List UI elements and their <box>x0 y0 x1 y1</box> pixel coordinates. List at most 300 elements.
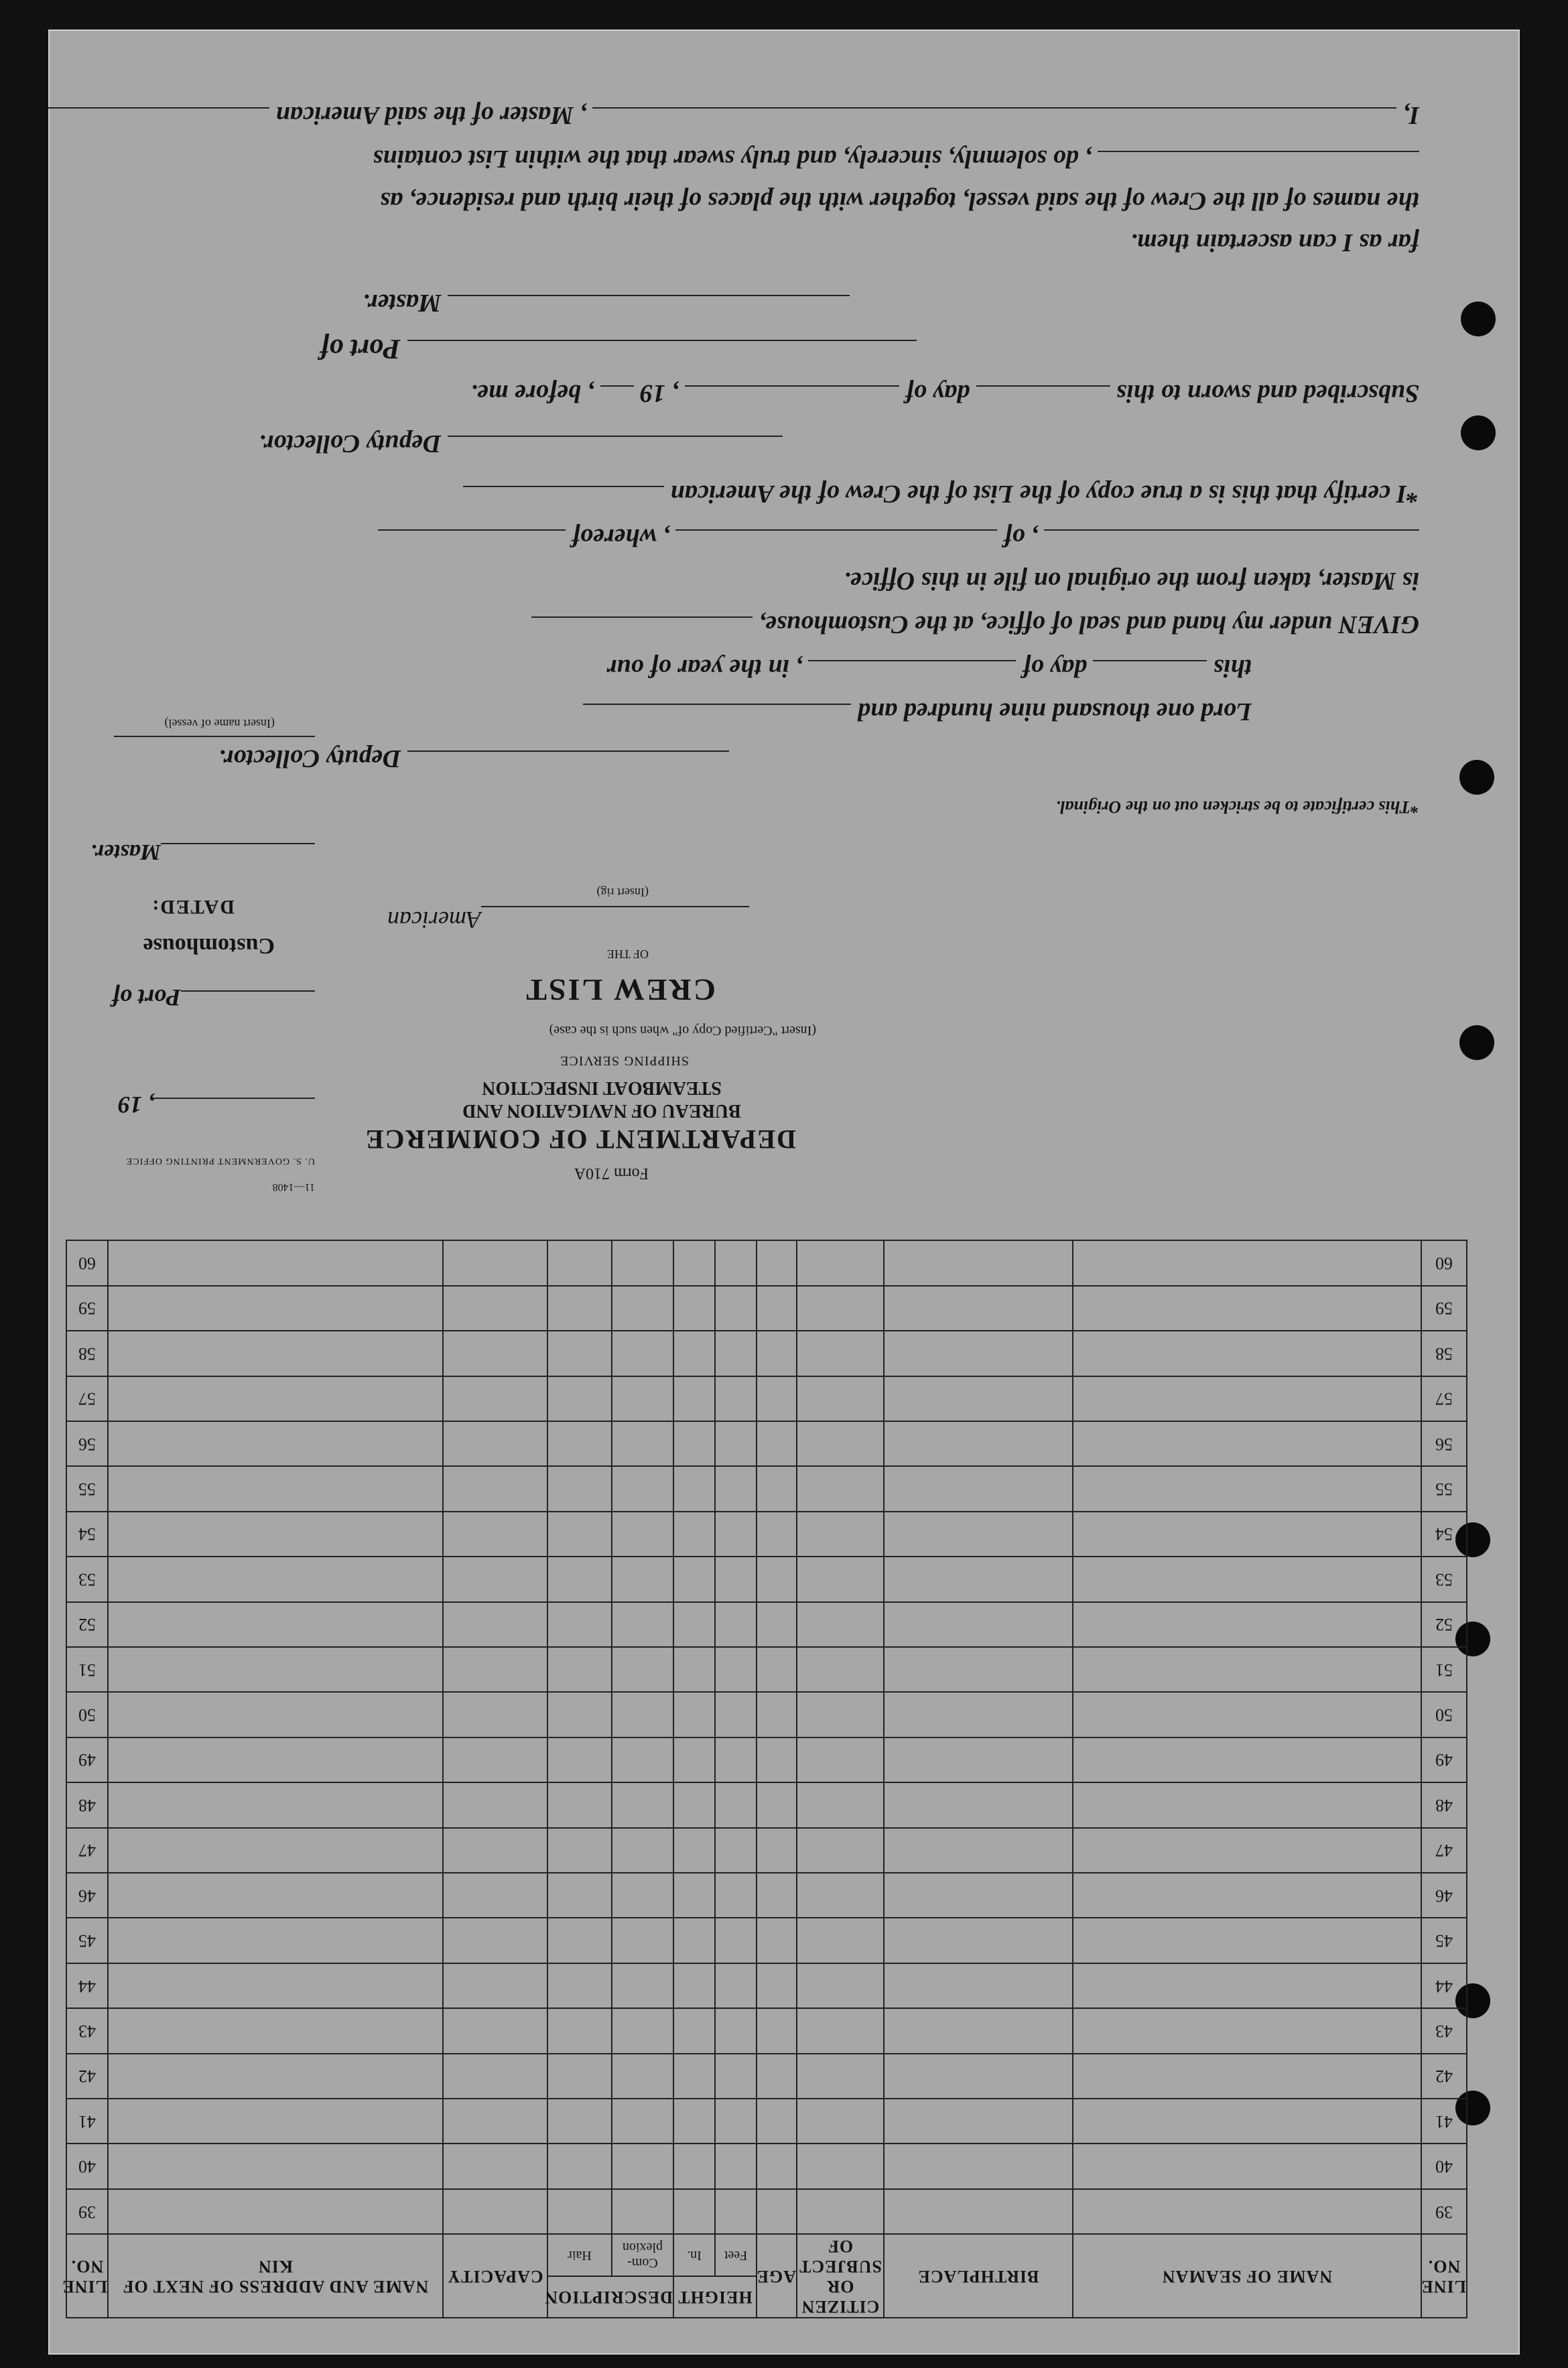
table-cell[interactable] <box>108 1782 443 1827</box>
table-cell[interactable] <box>612 1466 673 1511</box>
row-number-text: 50 <box>1435 1705 1453 1725</box>
print-code: 11—1408 <box>272 1181 315 1193</box>
table-cell[interactable] <box>673 2008 715 2053</box>
table-cell[interactable] <box>757 2008 797 2053</box>
table-cell[interactable] <box>547 1421 612 1466</box>
age-header-text: AGE <box>756 2266 796 2286</box>
table-cell[interactable] <box>443 1331 547 1376</box>
table-cell[interactable] <box>547 2189 612 2234</box>
row-number-text: 47 <box>1435 1841 1453 1861</box>
table-cell[interactable] <box>443 1376 547 1421</box>
table-cell[interactable] <box>884 2099 1073 2144</box>
table-cell[interactable] <box>673 2099 715 2144</box>
table-cell[interactable] <box>715 2054 757 2099</box>
table-cell[interactable] <box>884 1466 1073 1511</box>
table-cell[interactable] <box>884 2144 1073 2188</box>
table-cell[interactable] <box>757 1602 797 1647</box>
row-number <box>1421 1782 1467 1827</box>
table-cell[interactable] <box>612 1963 673 2008</box>
table-cell[interactable] <box>547 1512 612 1557</box>
table-cell[interactable] <box>108 2099 443 2144</box>
table-cell[interactable] <box>443 1918 547 1963</box>
port-of-label: Port of <box>320 333 401 364</box>
table-cell[interactable] <box>443 2054 547 2099</box>
bureau-title: BUREAU OF NAVIGATION AND STEAMBOAT INSPECTION <box>462 1077 741 1121</box>
table-cell[interactable] <box>612 1376 673 1421</box>
table-cell[interactable] <box>884 1782 1073 1827</box>
table-cell[interactable] <box>673 2144 715 2188</box>
table-cell[interactable] <box>673 1828 715 1873</box>
table-cell[interactable] <box>108 1692 443 1737</box>
table-cell[interactable] <box>673 1737 715 1782</box>
table-cell[interactable] <box>884 1376 1073 1421</box>
table-cell[interactable] <box>1073 1873 1421 1918</box>
table-cell[interactable] <box>797 1286 884 1331</box>
table-cell[interactable] <box>1073 2099 1421 2144</box>
table-cell[interactable] <box>612 1421 673 1466</box>
table-cell[interactable] <box>797 1512 884 1557</box>
table-cell[interactable] <box>673 1602 715 1647</box>
table-cell[interactable] <box>797 2099 884 2144</box>
table-cell[interactable] <box>715 1286 757 1331</box>
table-cell[interactable] <box>715 2099 757 2144</box>
table-cell[interactable] <box>443 1737 547 1782</box>
table-cell[interactable] <box>547 2099 612 2144</box>
table-cell[interactable] <box>884 1421 1073 1466</box>
table-cell[interactable] <box>612 1647 673 1692</box>
table-cell[interactable] <box>715 1376 757 1421</box>
table-cell[interactable] <box>715 1647 757 1692</box>
row-number-text: 39 <box>78 2202 96 2222</box>
table-cell[interactable] <box>443 2144 547 2188</box>
table-cell[interactable] <box>715 2189 757 2234</box>
table-cell[interactable] <box>443 1240 547 1286</box>
table-cell[interactable] <box>757 1286 797 1331</box>
table-cell[interactable] <box>673 1331 715 1376</box>
table-cell[interactable] <box>108 1873 443 1918</box>
table-cell[interactable] <box>757 1331 797 1376</box>
row-number-text: 51 <box>1435 1660 1453 1680</box>
table-cell[interactable] <box>884 1240 1073 1286</box>
line-no-right-header <box>62 2234 108 2318</box>
row-number <box>1421 1647 1467 1692</box>
table-cell[interactable] <box>1073 1782 1421 1827</box>
table-cell[interactable] <box>443 1466 547 1511</box>
table-cell[interactable] <box>884 1286 1073 1331</box>
table-cell[interactable] <box>547 1466 612 1511</box>
table-cell[interactable] <box>547 1331 612 1376</box>
row-number-right <box>66 1647 108 1692</box>
table-cell[interactable] <box>757 1512 797 1557</box>
table-cell[interactable] <box>797 1782 884 1827</box>
cover-left-column <box>90 80 315 1220</box>
table-cell[interactable] <box>715 1873 757 1918</box>
row-number-text: 59 <box>78 1299 96 1319</box>
table-cell[interactable] <box>443 1286 547 1331</box>
table-cell[interactable] <box>612 1828 673 1873</box>
crew-table-wrapper <box>62 1240 1467 2318</box>
table-cell[interactable] <box>547 1286 612 1331</box>
table-cell[interactable] <box>1073 1376 1421 1421</box>
table-cell[interactable] <box>443 1692 547 1737</box>
height-header-text: HEIGHT <box>677 2287 753 2307</box>
table-cell[interactable] <box>612 2008 673 2053</box>
row-number-right <box>66 1873 108 1918</box>
row-number-text: 42 <box>1435 2066 1453 2087</box>
table-row <box>66 1557 1467 1601</box>
table-cell[interactable] <box>715 1602 757 1647</box>
crew-table <box>62 1240 1467 2318</box>
table-cell[interactable] <box>797 1466 884 1511</box>
table-cell[interactable] <box>443 1647 547 1692</box>
table-cell[interactable] <box>673 1692 715 1737</box>
table-cell[interactable] <box>547 1602 612 1647</box>
table-cell[interactable] <box>443 1828 547 1873</box>
table-row <box>66 1240 1467 1286</box>
table-cell[interactable] <box>757 2054 797 2099</box>
table-row <box>66 1286 1467 1331</box>
table-cell[interactable] <box>757 1557 797 1601</box>
table-cell[interactable] <box>797 1240 884 1286</box>
shipping-service: SHIPPING SERVICE <box>560 1053 689 1068</box>
table-cell[interactable] <box>715 1557 757 1601</box>
table-cell[interactable] <box>612 1512 673 1557</box>
table-cell[interactable] <box>673 1286 715 1331</box>
table-cell[interactable] <box>673 2189 715 2234</box>
american-label: American <box>387 907 481 933</box>
table-cell[interactable] <box>884 1557 1073 1601</box>
table-cell[interactable] <box>673 2054 715 2099</box>
table-cell[interactable] <box>884 1692 1073 1737</box>
of-the-label: OF THE <box>606 947 649 961</box>
capacity-header-text: CAPACITY <box>447 2266 543 2286</box>
description-header <box>544 2276 673 2318</box>
table-cell[interactable] <box>797 2008 884 2053</box>
table-cell[interactable] <box>715 1782 757 1827</box>
master-name-blank <box>592 107 1396 109</box>
table-cell[interactable] <box>108 1466 443 1511</box>
row-number-right <box>66 1512 108 1557</box>
table-cell[interactable] <box>757 1737 797 1782</box>
rig-note: (Insert rig) <box>596 886 649 899</box>
table-cell[interactable] <box>715 1737 757 1782</box>
table-cell[interactable] <box>547 1918 612 1963</box>
table-cell[interactable] <box>612 1873 673 1918</box>
table-cell[interactable] <box>1073 1240 1421 1286</box>
table-cell[interactable] <box>443 2099 547 2144</box>
form-number: Form 710A <box>574 1165 649 1182</box>
table-row <box>66 1828 1467 1873</box>
table-cell[interactable] <box>1073 1557 1421 1601</box>
table-cell[interactable] <box>884 2008 1073 2053</box>
table-cell[interactable] <box>443 1557 547 1601</box>
table-cell[interactable] <box>547 2008 612 2053</box>
table-cell[interactable] <box>1073 2144 1421 2188</box>
complexion-header <box>612 2234 673 2276</box>
table-cell[interactable] <box>757 1466 797 1511</box>
table-cell[interactable] <box>443 1512 547 1557</box>
table-cell[interactable] <box>443 1421 547 1466</box>
table-cell[interactable] <box>108 2189 443 2234</box>
table-cell[interactable] <box>797 1828 884 1873</box>
table-cell[interactable] <box>884 1873 1073 1918</box>
row-number-text: 56 <box>78 1434 96 1454</box>
row-number-text: 59 <box>1435 1299 1453 1319</box>
table-row <box>66 1692 1467 1737</box>
table-cell[interactable] <box>673 1782 715 1827</box>
table-cell[interactable] <box>884 2189 1073 2234</box>
table-cell[interactable] <box>673 1421 715 1466</box>
table-cell[interactable] <box>612 1331 673 1376</box>
table-cell[interactable] <box>547 2054 612 2099</box>
table-cell[interactable] <box>757 1376 797 1421</box>
table-cell[interactable] <box>612 1918 673 1963</box>
row-number-text: 41 <box>1435 2111 1453 2131</box>
next-of-kin-header <box>108 2234 443 2318</box>
table-cell[interactable] <box>797 1873 884 1918</box>
table-cell[interactable] <box>108 1512 443 1557</box>
table-cell[interactable] <box>547 1873 612 1918</box>
row-number-text: 50 <box>78 1705 96 1725</box>
table-cell[interactable] <box>547 1376 612 1421</box>
table-cell[interactable] <box>612 2189 673 2234</box>
table-cell[interactable] <box>884 1512 1073 1557</box>
complexion-header-text: Com- plexion <box>622 2240 663 2271</box>
table-cell[interactable] <box>797 1647 884 1692</box>
table-cell[interactable] <box>1073 1647 1421 1692</box>
table-cell[interactable] <box>797 1331 884 1376</box>
table-cell[interactable] <box>108 1557 443 1601</box>
table-cell[interactable] <box>547 1782 612 1827</box>
table-cell[interactable] <box>547 2144 612 2188</box>
table-cell[interactable] <box>673 1557 715 1601</box>
table-cell[interactable] <box>1073 2054 1421 2099</box>
table-cell[interactable] <box>1073 1602 1421 1647</box>
printer-label: U. S. GOVERNMENT PRINTING OFFICE <box>125 1156 315 1166</box>
table-cell[interactable] <box>108 1602 443 1647</box>
table-cell[interactable] <box>1073 1512 1421 1557</box>
table-cell[interactable] <box>1073 1421 1421 1466</box>
vessel-name-blank <box>1098 151 1419 152</box>
table-cell[interactable] <box>443 2189 547 2234</box>
table-cell[interactable] <box>797 1602 884 1647</box>
table-cell[interactable] <box>612 2054 673 2099</box>
table-cell[interactable] <box>443 2008 547 2053</box>
table-cell[interactable] <box>757 1918 797 1963</box>
table-cell[interactable] <box>715 2008 757 2053</box>
table-cell[interactable] <box>757 2144 797 2188</box>
table-cell[interactable] <box>673 1647 715 1692</box>
table-cell[interactable] <box>612 1286 673 1331</box>
table-cell[interactable] <box>757 1421 797 1466</box>
table-cell[interactable] <box>673 1466 715 1511</box>
table-cell[interactable] <box>757 1647 797 1692</box>
day-of-label: day of <box>905 379 970 407</box>
rig-blank <box>481 906 749 907</box>
table-cell[interactable] <box>757 1782 797 1827</box>
table-cell[interactable] <box>797 2144 884 2188</box>
table-cell[interactable] <box>757 2099 797 2144</box>
row-number <box>1421 1602 1467 1647</box>
certified-copy-note: (Insert "Certified Copy of" when such is the case) <box>549 1023 816 1038</box>
citizen-header <box>797 2234 884 2318</box>
crew-list-title: CREW LIST <box>524 973 716 1007</box>
table-cell[interactable] <box>884 1602 1073 1647</box>
row-number-text: 52 <box>1435 1615 1453 1635</box>
table-cell[interactable] <box>547 1828 612 1873</box>
table-cell[interactable] <box>612 1782 673 1827</box>
table-cell[interactable] <box>612 2144 673 2188</box>
table-cell[interactable] <box>797 2054 884 2099</box>
row-number <box>1421 1873 1467 1918</box>
row-number-text: 46 <box>1435 1886 1453 1906</box>
table-cell[interactable] <box>108 2144 443 2188</box>
table-cell[interactable] <box>715 2144 757 2188</box>
vessel-note: (Insert name of vessel) <box>164 717 275 730</box>
table-cell[interactable] <box>108 1376 443 1421</box>
table-cell[interactable] <box>108 1331 443 1376</box>
table-cell[interactable] <box>547 1963 612 2008</box>
date-year: , 19 <box>118 1092 154 1118</box>
row-number-text: 54 <box>78 1524 96 1544</box>
table-cell[interactable] <box>1073 1737 1421 1782</box>
table-cell[interactable] <box>797 2189 884 2234</box>
table-cell[interactable] <box>443 1873 547 1918</box>
table-cell[interactable] <box>757 1240 797 1286</box>
table-cell[interactable] <box>443 1602 547 1647</box>
table-cell[interactable] <box>1073 1466 1421 1511</box>
table-cell[interactable] <box>757 1963 797 2008</box>
row-number-text: 44 <box>78 1976 96 1996</box>
table-cell[interactable] <box>612 2099 673 2144</box>
table-cell[interactable] <box>1073 1286 1421 1331</box>
feet-header <box>715 2234 757 2276</box>
table-row <box>66 1602 1467 1647</box>
table-cell[interactable] <box>108 1828 443 1873</box>
table-cell[interactable] <box>715 1512 757 1557</box>
table-cell[interactable] <box>797 1692 884 1737</box>
table-cell[interactable] <box>1073 2008 1421 2053</box>
table-cell[interactable] <box>757 1692 797 1737</box>
row-number-text: 58 <box>1435 1343 1453 1364</box>
table-cell[interactable] <box>715 1918 757 1963</box>
table-cell[interactable] <box>673 1918 715 1963</box>
row-number-text: 49 <box>1435 1750 1453 1770</box>
port-blank <box>407 340 917 341</box>
table-cell[interactable] <box>797 1557 884 1601</box>
table-cell[interactable] <box>612 1240 673 1286</box>
table-cell[interactable] <box>797 1737 884 1782</box>
row-number <box>1421 1737 1467 1782</box>
table-row <box>66 2099 1467 2144</box>
table-cell[interactable] <box>1073 1963 1421 2008</box>
table-cell[interactable] <box>612 1602 673 1647</box>
deputy-collector-label: Deputy Collector. <box>259 430 442 458</box>
table-cell[interactable] <box>884 2054 1073 2099</box>
table-cell[interactable] <box>884 1828 1073 1873</box>
table-cell[interactable] <box>1073 2189 1421 2234</box>
table-cell[interactable] <box>715 1466 757 1511</box>
row-number <box>1421 1240 1467 1286</box>
row-number-text: 57 <box>1435 1389 1453 1409</box>
table-cell[interactable] <box>612 1557 673 1601</box>
table-cell[interactable] <box>443 1963 547 2008</box>
table-cell[interactable] <box>673 1873 715 1918</box>
table-cell[interactable] <box>108 2054 443 2099</box>
table-cell[interactable] <box>547 1647 612 1692</box>
table-cell[interactable] <box>715 1331 757 1376</box>
table-cell[interactable] <box>797 1963 884 2008</box>
table-cell[interactable] <box>547 1737 612 1782</box>
table-cell[interactable] <box>797 1918 884 1963</box>
table-cell[interactable] <box>443 1782 547 1827</box>
table-cell[interactable] <box>1073 1692 1421 1737</box>
table-cell[interactable] <box>715 1963 757 2008</box>
table-cell[interactable] <box>884 1963 1073 2008</box>
table-cell[interactable] <box>797 1376 884 1421</box>
table-cell[interactable] <box>108 1963 443 2008</box>
table-cell[interactable] <box>108 1918 443 1963</box>
table-row <box>66 2189 1467 2234</box>
table-cell[interactable] <box>715 1692 757 1737</box>
table-cell[interactable] <box>547 1557 612 1601</box>
table-cell[interactable] <box>108 2008 443 2053</box>
table-cell[interactable] <box>547 1240 612 1286</box>
table-cell[interactable] <box>884 1918 1073 1963</box>
row-number-text: 54 <box>1435 1524 1453 1544</box>
table-cell[interactable] <box>715 1828 757 1873</box>
table-cell[interactable] <box>673 1240 715 1286</box>
table-cell[interactable] <box>612 1692 673 1737</box>
table-cell[interactable] <box>108 1737 443 1782</box>
table-cell[interactable] <box>673 1376 715 1421</box>
table-cell[interactable] <box>612 1737 673 1782</box>
table-row <box>66 1873 1467 1918</box>
certify-line-3: is Master, taken from the original on file in this Office. <box>844 567 1419 595</box>
table-cell[interactable] <box>108 1286 443 1331</box>
row-number-text: 48 <box>1435 1795 1453 1815</box>
table-cell[interactable] <box>1073 1918 1421 1963</box>
table-row <box>66 1466 1467 1511</box>
table-cell[interactable] <box>1073 1828 1421 1873</box>
cert-whereof-label: , whereof <box>572 523 669 551</box>
table-cell[interactable] <box>884 1647 1073 1692</box>
description-header-text: DESCRIPTION <box>544 2287 673 2307</box>
table-cell[interactable] <box>673 1963 715 2008</box>
table-cell[interactable] <box>884 1737 1073 1782</box>
table-cell[interactable] <box>108 1647 443 1692</box>
table-cell[interactable] <box>757 1828 797 1873</box>
table-cell[interactable] <box>547 1692 612 1737</box>
row-number-right <box>66 1782 108 1827</box>
table-cell[interactable] <box>715 1240 757 1286</box>
row-number-text: 58 <box>78 1343 96 1364</box>
table-cell[interactable] <box>673 1512 715 1557</box>
hair-header <box>547 2234 612 2276</box>
table-cell[interactable] <box>884 1331 1073 1376</box>
table-cell[interactable] <box>715 1421 757 1466</box>
date-blank <box>154 1098 315 1099</box>
table-cell[interactable] <box>757 2189 797 2234</box>
table-cell[interactable] <box>108 1421 443 1466</box>
table-cell[interactable] <box>757 1873 797 1918</box>
table-cell[interactable] <box>797 1421 884 1466</box>
table-cell[interactable] <box>108 1240 443 1286</box>
table-cell[interactable] <box>1073 1331 1421 1376</box>
row-number-right <box>66 1331 108 1376</box>
row-number-text: 44 <box>1435 1976 1453 1996</box>
oath-master-of: , Master of the said American <box>275 101 586 129</box>
